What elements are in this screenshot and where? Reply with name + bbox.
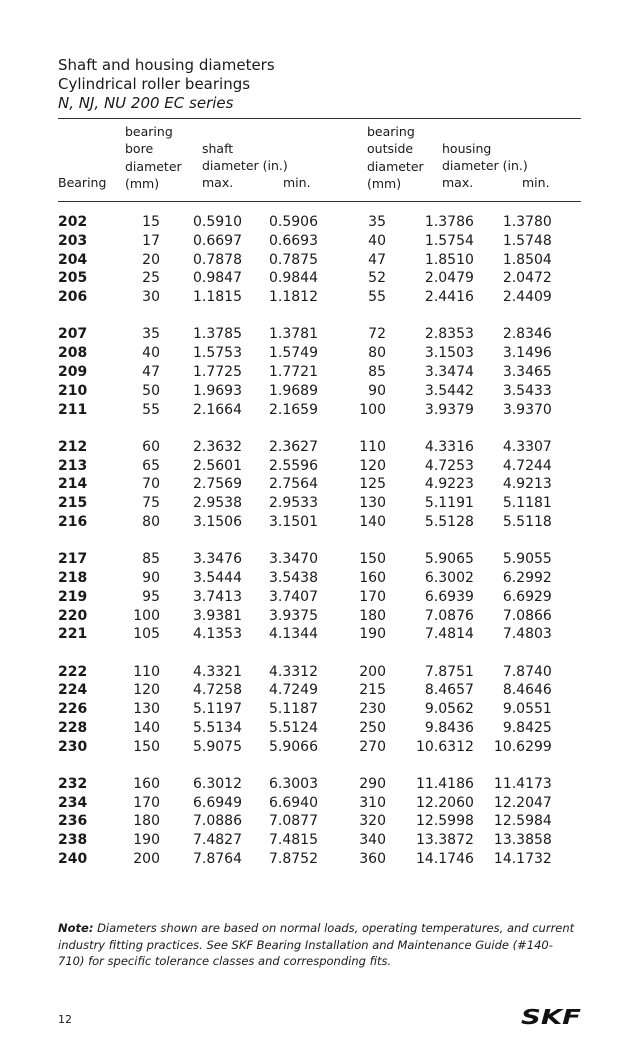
table-row: [58, 681, 552, 700]
housing-max: 11.4186: [416, 775, 474, 792]
shaft-max: 0.5910: [193, 214, 242, 230]
shaft-max: 4.7258: [193, 682, 242, 699]
bearing-number: 202: [58, 214, 88, 230]
shaft-max: 0.9847: [193, 270, 242, 287]
bearing-number: 210: [58, 382, 88, 399]
bearing-number: 216: [58, 513, 88, 530]
bore-diameter: 47: [142, 363, 160, 380]
housing-max: 3.1503: [424, 345, 474, 362]
outside-diameter: 290: [359, 775, 386, 792]
table-row: [58, 475, 552, 494]
skf-logo: [521, 1007, 583, 1027]
bore-diameter: 200: [133, 851, 160, 868]
col-header-bore: bearing bore diameter (mm): [125, 124, 182, 191]
housing-max: 9.8436: [424, 719, 474, 736]
housing-max: 14.1746: [416, 851, 474, 868]
col-header-shaft-min: min.: [283, 175, 311, 190]
housing-min: 4.7244: [502, 457, 552, 474]
bearing-number: 217: [58, 551, 88, 568]
col-header-housing-max: max.: [442, 175, 474, 190]
bore-diameter: 30: [142, 289, 160, 306]
outside-diameter: 47: [368, 251, 386, 268]
outside-diameter: 35: [368, 214, 386, 230]
housing-min: 1.5748: [502, 232, 552, 249]
table-row: [58, 494, 552, 513]
table-row: [58, 325, 552, 344]
shaft-max: 6.6949: [193, 794, 242, 811]
bore-diameter: 180: [133, 813, 160, 830]
housing-max: 8.4657: [424, 682, 474, 699]
bearing-number: 221: [58, 626, 88, 643]
housing-min: 3.9370: [502, 401, 552, 418]
housing-min: 14.1732: [493, 851, 552, 868]
bore-diameter: 15: [142, 214, 160, 230]
housing-min: 12.5984: [493, 813, 552, 830]
table-row: [58, 457, 552, 476]
outside-diameter: 320: [359, 813, 386, 830]
housing-min: 4.9213: [502, 476, 552, 493]
table-row: [58, 700, 552, 719]
outside-diameter: 55: [368, 289, 386, 306]
outside-diameter: 215: [359, 682, 386, 699]
table-row: [58, 251, 552, 270]
bearing-number: 224: [58, 682, 88, 699]
shaft-min: 3.9375: [269, 607, 318, 624]
bore-diameter: 130: [133, 701, 160, 718]
shaft-max: 3.9381: [193, 607, 242, 624]
outside-diameter: 150: [359, 551, 386, 568]
housing-min: 5.5118: [502, 513, 552, 530]
housing-min: 11.4173: [493, 775, 552, 792]
table-row: [58, 288, 552, 307]
bearing-number: 215: [58, 495, 88, 512]
bearing-number: 226: [58, 701, 88, 718]
bearing-number: 207: [58, 326, 88, 343]
housing-min: 9.0551: [502, 701, 552, 718]
shaft-max: 2.1664: [193, 401, 242, 418]
bearing-number: 219: [58, 588, 88, 605]
housing-min: 8.4646: [502, 682, 552, 699]
shaft-min: 2.1659: [269, 401, 318, 418]
housing-max: 7.8751: [424, 663, 474, 680]
housing-max: 2.4416: [424, 289, 474, 306]
housing-min: 1.3780: [502, 214, 552, 230]
shaft-min: 5.9066: [269, 738, 318, 755]
housing-min: 6.2992: [502, 569, 552, 586]
bore-diameter: 190: [133, 832, 160, 849]
table-row: [58, 607, 552, 626]
bore-diameter: 35: [142, 326, 160, 343]
table-row: [58, 738, 552, 757]
outside-diameter: 110: [359, 438, 386, 455]
outside-diameter: 80: [368, 345, 386, 362]
shaft-min: 2.3627: [269, 438, 318, 455]
table-row: [58, 831, 552, 850]
table-row: [58, 588, 552, 607]
bearing-number: 228: [58, 719, 88, 736]
bearing-number: 220: [58, 607, 88, 624]
bearing-number: 213: [58, 457, 88, 474]
shaft-max: 7.8764: [193, 851, 242, 868]
housing-max: 10.6312: [416, 738, 474, 755]
shaft-max: 3.7413: [193, 588, 242, 605]
housing-max: 1.5754: [424, 232, 474, 249]
housing-min: 13.3858: [493, 832, 552, 849]
outside-diameter: 360: [359, 851, 386, 868]
shaft-min: 1.5749: [269, 345, 318, 362]
group-spacer: [58, 307, 552, 325]
bore-diameter: 60: [142, 438, 160, 455]
housing-min: 2.8346: [502, 326, 552, 343]
bore-diameter: 80: [142, 513, 160, 530]
bearing-number: 211: [58, 401, 88, 418]
shaft-max: 4.1353: [193, 626, 242, 643]
col-header-housing-min: min.: [522, 175, 550, 190]
top-rule: [58, 118, 581, 119]
table-row: [58, 382, 552, 401]
group-spacer: [58, 419, 552, 437]
housing-max: 2.8353: [424, 326, 474, 343]
table-row: [58, 850, 552, 869]
bore-diameter: 110: [133, 663, 160, 680]
table-row: [58, 513, 552, 532]
housing-min: 3.3465: [502, 363, 552, 380]
group-spacer: [58, 756, 552, 774]
shaft-min: 6.6940: [269, 794, 318, 811]
housing-min: 4.3307: [502, 438, 552, 455]
outside-diameter: 340: [359, 832, 386, 849]
col-header-shaft: shaft diameter (in.): [202, 141, 288, 174]
housing-max: 13.3872: [416, 832, 474, 849]
bore-diameter: 70: [142, 476, 160, 493]
bearing-number: 214: [58, 476, 88, 493]
bearing-number: 208: [58, 345, 88, 362]
housing-min: 1.8504: [502, 251, 552, 268]
shaft-min: 2.9533: [269, 495, 318, 512]
bore-diameter: 65: [142, 457, 160, 474]
housing-max: 3.9379: [424, 401, 474, 418]
housing-max: 4.7253: [424, 457, 474, 474]
shaft-max: 1.1815: [193, 289, 242, 306]
bore-diameter: 85: [142, 551, 160, 568]
bearing-number: 203: [58, 232, 88, 249]
shaft-min: 3.3470: [269, 551, 318, 568]
outside-diameter: 72: [368, 326, 386, 343]
outside-diameter: 160: [359, 569, 386, 586]
bore-diameter: 90: [142, 569, 160, 586]
shaft-min: 1.3781: [269, 326, 318, 343]
shaft-max: 1.5753: [193, 345, 242, 362]
bore-diameter: 95: [142, 588, 160, 605]
shaft-min: 4.1344: [269, 626, 318, 643]
housing-max: 6.3002: [424, 569, 474, 586]
table-row: [58, 663, 552, 682]
housing-max: 12.2060: [416, 794, 474, 811]
shaft-min: 3.5438: [269, 569, 318, 586]
bore-diameter: 75: [142, 495, 160, 512]
shaft-min: 0.7875: [269, 251, 318, 268]
col-header-outside: bearing outside diameter (mm): [367, 124, 424, 191]
shaft-max: 3.1506: [193, 513, 242, 530]
shaft-min: 1.1812: [269, 289, 318, 306]
shaft-max: 3.3476: [193, 551, 242, 568]
housing-max: 9.0562: [424, 701, 474, 718]
bearing-number: 204: [58, 251, 88, 268]
housing-min: 5.1181: [502, 495, 552, 512]
bore-diameter: 50: [142, 382, 160, 399]
shaft-max: 7.4827: [193, 832, 242, 849]
bearing-number: 232: [58, 775, 88, 792]
housing-max: 3.3474: [424, 363, 474, 380]
shaft-min: 2.7564: [269, 476, 318, 493]
group-spacer: [58, 644, 552, 662]
table-row: [58, 550, 552, 569]
shaft-min: 3.1501: [269, 513, 318, 530]
table-row: [58, 344, 552, 363]
outside-diameter: 310: [359, 794, 386, 811]
bore-diameter: 140: [133, 719, 160, 736]
shaft-max: 2.5601: [193, 457, 242, 474]
bore-diameter: 20: [142, 251, 160, 268]
outside-diameter: 100: [359, 401, 386, 418]
shaft-max: 7.0886: [193, 813, 242, 830]
housing-max: 1.8510: [424, 251, 474, 268]
group-spacer: [58, 532, 552, 550]
table-row: [58, 213, 552, 232]
shaft-max: 2.9538: [193, 495, 242, 512]
bore-diameter: 170: [133, 794, 160, 811]
outside-diameter: 120: [359, 457, 386, 474]
shaft-max: 2.3632: [193, 438, 242, 455]
table-row: [58, 719, 552, 738]
outside-diameter: 40: [368, 232, 386, 249]
bore-diameter: 160: [133, 775, 160, 792]
housing-min: 5.9055: [502, 551, 552, 568]
housing-min: 9.8425: [502, 719, 552, 736]
housing-max: 4.3316: [424, 438, 474, 455]
table-row: [58, 812, 552, 831]
note-text: Diameters shown are based on normal loads, operating temperatures, and current industry fitting practices. See SKF Bearing Installation and Maintenance Guide (#140-710) for specific tolerance classes and corresponding fits.: [58, 921, 575, 968]
housing-max: 5.1191: [424, 495, 474, 512]
housing-max: 7.0876: [424, 607, 474, 624]
note-label: Note:: [58, 921, 94, 935]
shaft-min: 3.7407: [269, 588, 318, 605]
outside-diameter: 140: [359, 513, 386, 530]
housing-min: 7.0866: [502, 607, 552, 624]
shaft-min: 5.1187: [269, 701, 318, 718]
outside-diameter: 52: [368, 270, 386, 287]
housing-max: 2.0479: [424, 270, 474, 287]
shaft-min: 0.6693: [269, 232, 318, 249]
shaft-max: 0.7878: [193, 251, 242, 268]
housing-max: 12.5998: [416, 813, 474, 830]
shaft-max: 2.7569: [193, 476, 242, 493]
bearing-number: 236: [58, 813, 88, 830]
outside-diameter: 170: [359, 588, 386, 605]
bore-diameter: 105: [133, 626, 160, 643]
svg-text:SKF: SKF: [521, 1007, 582, 1027]
note: [58, 920, 578, 970]
header-rule: [58, 201, 581, 202]
shaft-min: 5.5124: [269, 719, 318, 736]
table-row: [58, 401, 552, 420]
outside-diameter: 200: [359, 663, 386, 680]
table-row: [58, 775, 552, 794]
table-row: [58, 625, 552, 644]
shaft-max: 0.6697: [193, 232, 242, 249]
bearing-number: 234: [58, 794, 88, 811]
shaft-min: 1.9689: [269, 382, 318, 399]
shaft-max: 3.5444: [193, 569, 242, 586]
outside-diameter: 230: [359, 701, 386, 718]
housing-min: 3.5433: [502, 382, 552, 399]
outside-diameter: 85: [368, 363, 386, 380]
bearing-number: 218: [58, 569, 88, 586]
shaft-min: 7.0877: [269, 813, 318, 830]
table-row: [58, 363, 552, 382]
shaft-min: 6.3003: [269, 775, 318, 792]
shaft-max: 4.3321: [193, 663, 242, 680]
series-title: N, NJ, NU 200 EC series: [58, 94, 234, 112]
outside-diameter: 250: [359, 719, 386, 736]
table-row: [58, 794, 552, 813]
shaft-min: 1.7721: [269, 363, 318, 380]
table-row: [58, 438, 552, 457]
shaft-max: 1.7725: [193, 363, 242, 380]
bearing-number: 206: [58, 289, 88, 306]
bearing-number: 240: [58, 851, 88, 868]
shaft-min: 7.8752: [269, 851, 318, 868]
shaft-max: 6.3012: [193, 775, 242, 792]
shaft-min: 0.5906: [269, 214, 318, 230]
table-row: [58, 232, 552, 251]
page-subtitle: Cylindrical roller bearings: [58, 75, 251, 93]
col-header-housing: housing diameter (in.): [442, 141, 528, 174]
col-header-bearing: Bearing: [58, 175, 107, 190]
outside-diameter: 190: [359, 626, 386, 643]
outside-diameter: 125: [359, 476, 386, 493]
housing-min: 10.6299: [493, 738, 552, 755]
bearing-number: 212: [58, 438, 88, 455]
shaft-min: 0.9844: [269, 270, 318, 287]
housing-min: 2.4409: [502, 289, 552, 306]
outside-diameter: 180: [359, 607, 386, 624]
outside-diameter: 90: [368, 382, 386, 399]
bore-diameter: 40: [142, 345, 160, 362]
col-header-shaft-max: max.: [202, 175, 234, 190]
bore-diameter: 150: [133, 738, 160, 755]
housing-min: 6.6929: [502, 588, 552, 605]
housing-max: 3.5442: [424, 382, 474, 399]
shaft-min: 7.4815: [269, 832, 318, 849]
housing-min: 12.2047: [493, 794, 552, 811]
housing-min: 2.0472: [502, 270, 552, 287]
housing-max: 5.9065: [424, 551, 474, 568]
housing-max: 6.6939: [424, 588, 474, 605]
shaft-max: 1.3785: [193, 326, 242, 343]
bearing-number: 222: [58, 663, 88, 680]
table-row: [58, 569, 552, 588]
shaft-max: 5.5134: [193, 719, 242, 736]
housing-min: 7.8740: [502, 663, 552, 680]
bore-diameter: 25: [142, 270, 160, 287]
diameter-table: [58, 213, 552, 869]
housing-max: 1.3786: [424, 214, 474, 230]
housing-min: 7.4803: [502, 626, 552, 643]
outside-diameter: 130: [359, 495, 386, 512]
shaft-min: 4.7249: [269, 682, 318, 699]
housing-max: 5.5128: [424, 513, 474, 530]
bearing-number: 238: [58, 832, 88, 849]
bore-diameter: 120: [133, 682, 160, 699]
shaft-min: 2.5596: [269, 457, 318, 474]
shaft-max: 5.1197: [193, 701, 242, 718]
shaft-min: 4.3312: [269, 663, 318, 680]
shaft-max: 5.9075: [193, 738, 242, 755]
bearing-number: 209: [58, 363, 88, 380]
housing-min: 3.1496: [502, 345, 552, 362]
shaft-max: 1.9693: [193, 382, 242, 399]
bearing-number: 230: [58, 738, 88, 755]
page-title: Shaft and housing diameters: [58, 56, 275, 74]
table-row: [58, 269, 552, 288]
bore-diameter: 55: [142, 401, 160, 418]
bore-diameter: 100: [133, 607, 160, 624]
bore-diameter: 17: [142, 232, 160, 249]
housing-max: 7.4814: [424, 626, 474, 643]
bearing-number: 205: [58, 270, 88, 287]
outside-diameter: 270: [359, 738, 386, 755]
housing-max: 4.9223: [424, 476, 474, 493]
page-number: 12: [58, 1013, 72, 1026]
